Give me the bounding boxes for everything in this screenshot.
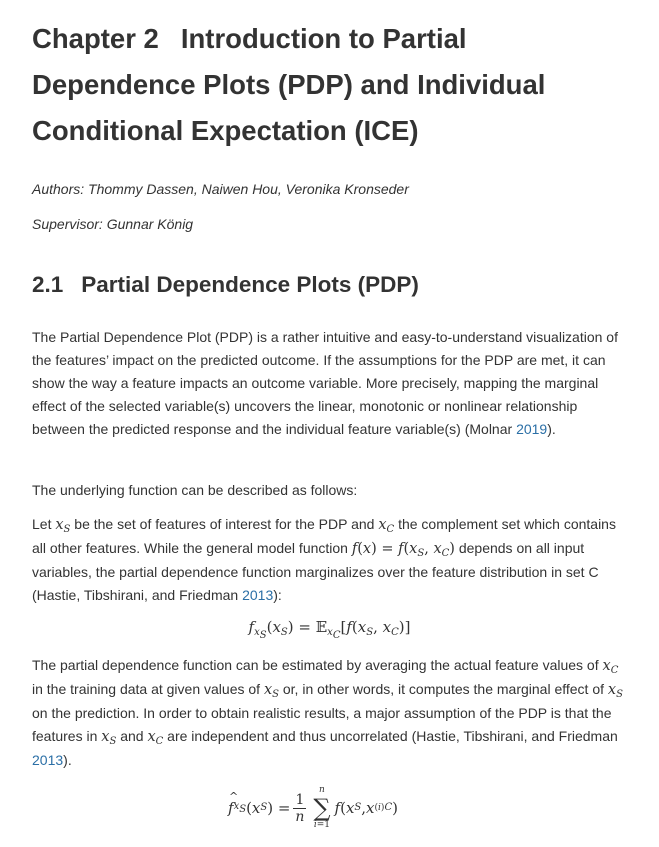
paragraph-text: The Partial Dependence Plot (PDP) is a rather intuitive and easy-to-understand visualization of the features’ impact on the predicted outcome. If the assumptions for the PDP are met, it can show the way a feature impacts an outcome variable. More precisely, mapping the marginal effect of the selected variable(s) uncovers the linear, monotonic or nonlinear relationship between the predicted response and the individual feature variable(s) (Molnar <box>32 329 618 437</box>
citation-link-hastie-2[interactable]: 2013 <box>32 752 64 768</box>
chapter-title-line-3: Conditional Expectation (ICE) <box>32 115 419 146</box>
authors-line: Authors: Thommy Dassen, Naiwen Hou, Veronika Kronseder <box>32 181 409 197</box>
chapter-title <box>32 16 632 154</box>
section-title <box>32 268 419 302</box>
citation-link-hastie-1[interactable]: 2013 <box>242 587 274 603</box>
section-title-text: Partial Dependence Plots (PDP) <box>81 272 419 297</box>
citation-link-molnar[interactable]: 2019 <box>516 421 548 437</box>
supervisor-line: Supervisor: Gunnar König <box>32 216 194 232</box>
math-xs: $x_S$ <box>607 682 623 700</box>
paragraph-text: are independent and thus uncorrelated (Hastie, Tibshirani, and Friedman <box>163 728 618 744</box>
math-xc: $x_C$ <box>378 517 395 535</box>
paragraph-text: ). <box>63 752 72 768</box>
math-model-function: $f(x) = f(x_S$, $x_C$) <box>351 541 455 559</box>
paragraph-underlying-function: The underlying function can be described as follows: <box>32 482 358 498</box>
paragraph-text: or, in other words, it computes the marginal effect of <box>278 681 608 697</box>
paragraph-text: be the set of features of interest for the PDP and <box>70 516 379 532</box>
paragraph-text: ). <box>547 421 556 437</box>
chapter-number: Chapter 2 <box>32 23 159 54</box>
paragraph-text: ): <box>273 587 282 603</box>
paragraph-text: The partial dependence function can be estimated by averaging the actual feature values of <box>32 657 603 673</box>
paragraph-pdp-intro <box>32 326 628 441</box>
math-xc: $x_C$ <box>147 729 164 747</box>
chapter-title-line-1: Introduction to Partial <box>180 23 467 54</box>
chapter-title-line-2: Dependence Plots (PDP) and Individual <box>32 69 546 100</box>
math-xs: $x_S$ <box>55 517 71 535</box>
paragraph-text: in the training data at given values of <box>32 681 264 697</box>
paragraph-estimation <box>32 654 628 772</box>
equation-partial-dependence: $f_{x_S}(x_S)$ = $𝔼_{x_C}[f(x_S$, $x_C$)] <box>248 618 411 641</box>
section-number: 2.1 <box>32 272 64 297</box>
math-xc: $x_C$ <box>602 658 619 676</box>
paragraph-text: depends on all input variables, the partial dependence function marginalizes over the feature distribution in set C (Hastie, Tibshirani, and Friedman <box>32 540 599 603</box>
paragraph-text: and <box>116 728 148 744</box>
paragraph-text: the complement set which contains all other features. While the general model function <box>32 516 616 556</box>
equation-pdp-estimate: ^ f $x_S$ ( x S ) = $\frac{1}{n}$ n ∑ i=1 f ( x S , x (i) C ) <box>228 780 398 836</box>
paragraph-feature-sets <box>32 513 628 607</box>
paragraph-text: Let <box>32 516 56 532</box>
paragraph-text: on the prediction. In order to obtain realistic results, a major assumption of the PDP is that the features in <box>32 705 612 744</box>
math-xs: $x_S$ <box>263 682 279 700</box>
math-xs: $x_S$ <box>101 729 117 747</box>
